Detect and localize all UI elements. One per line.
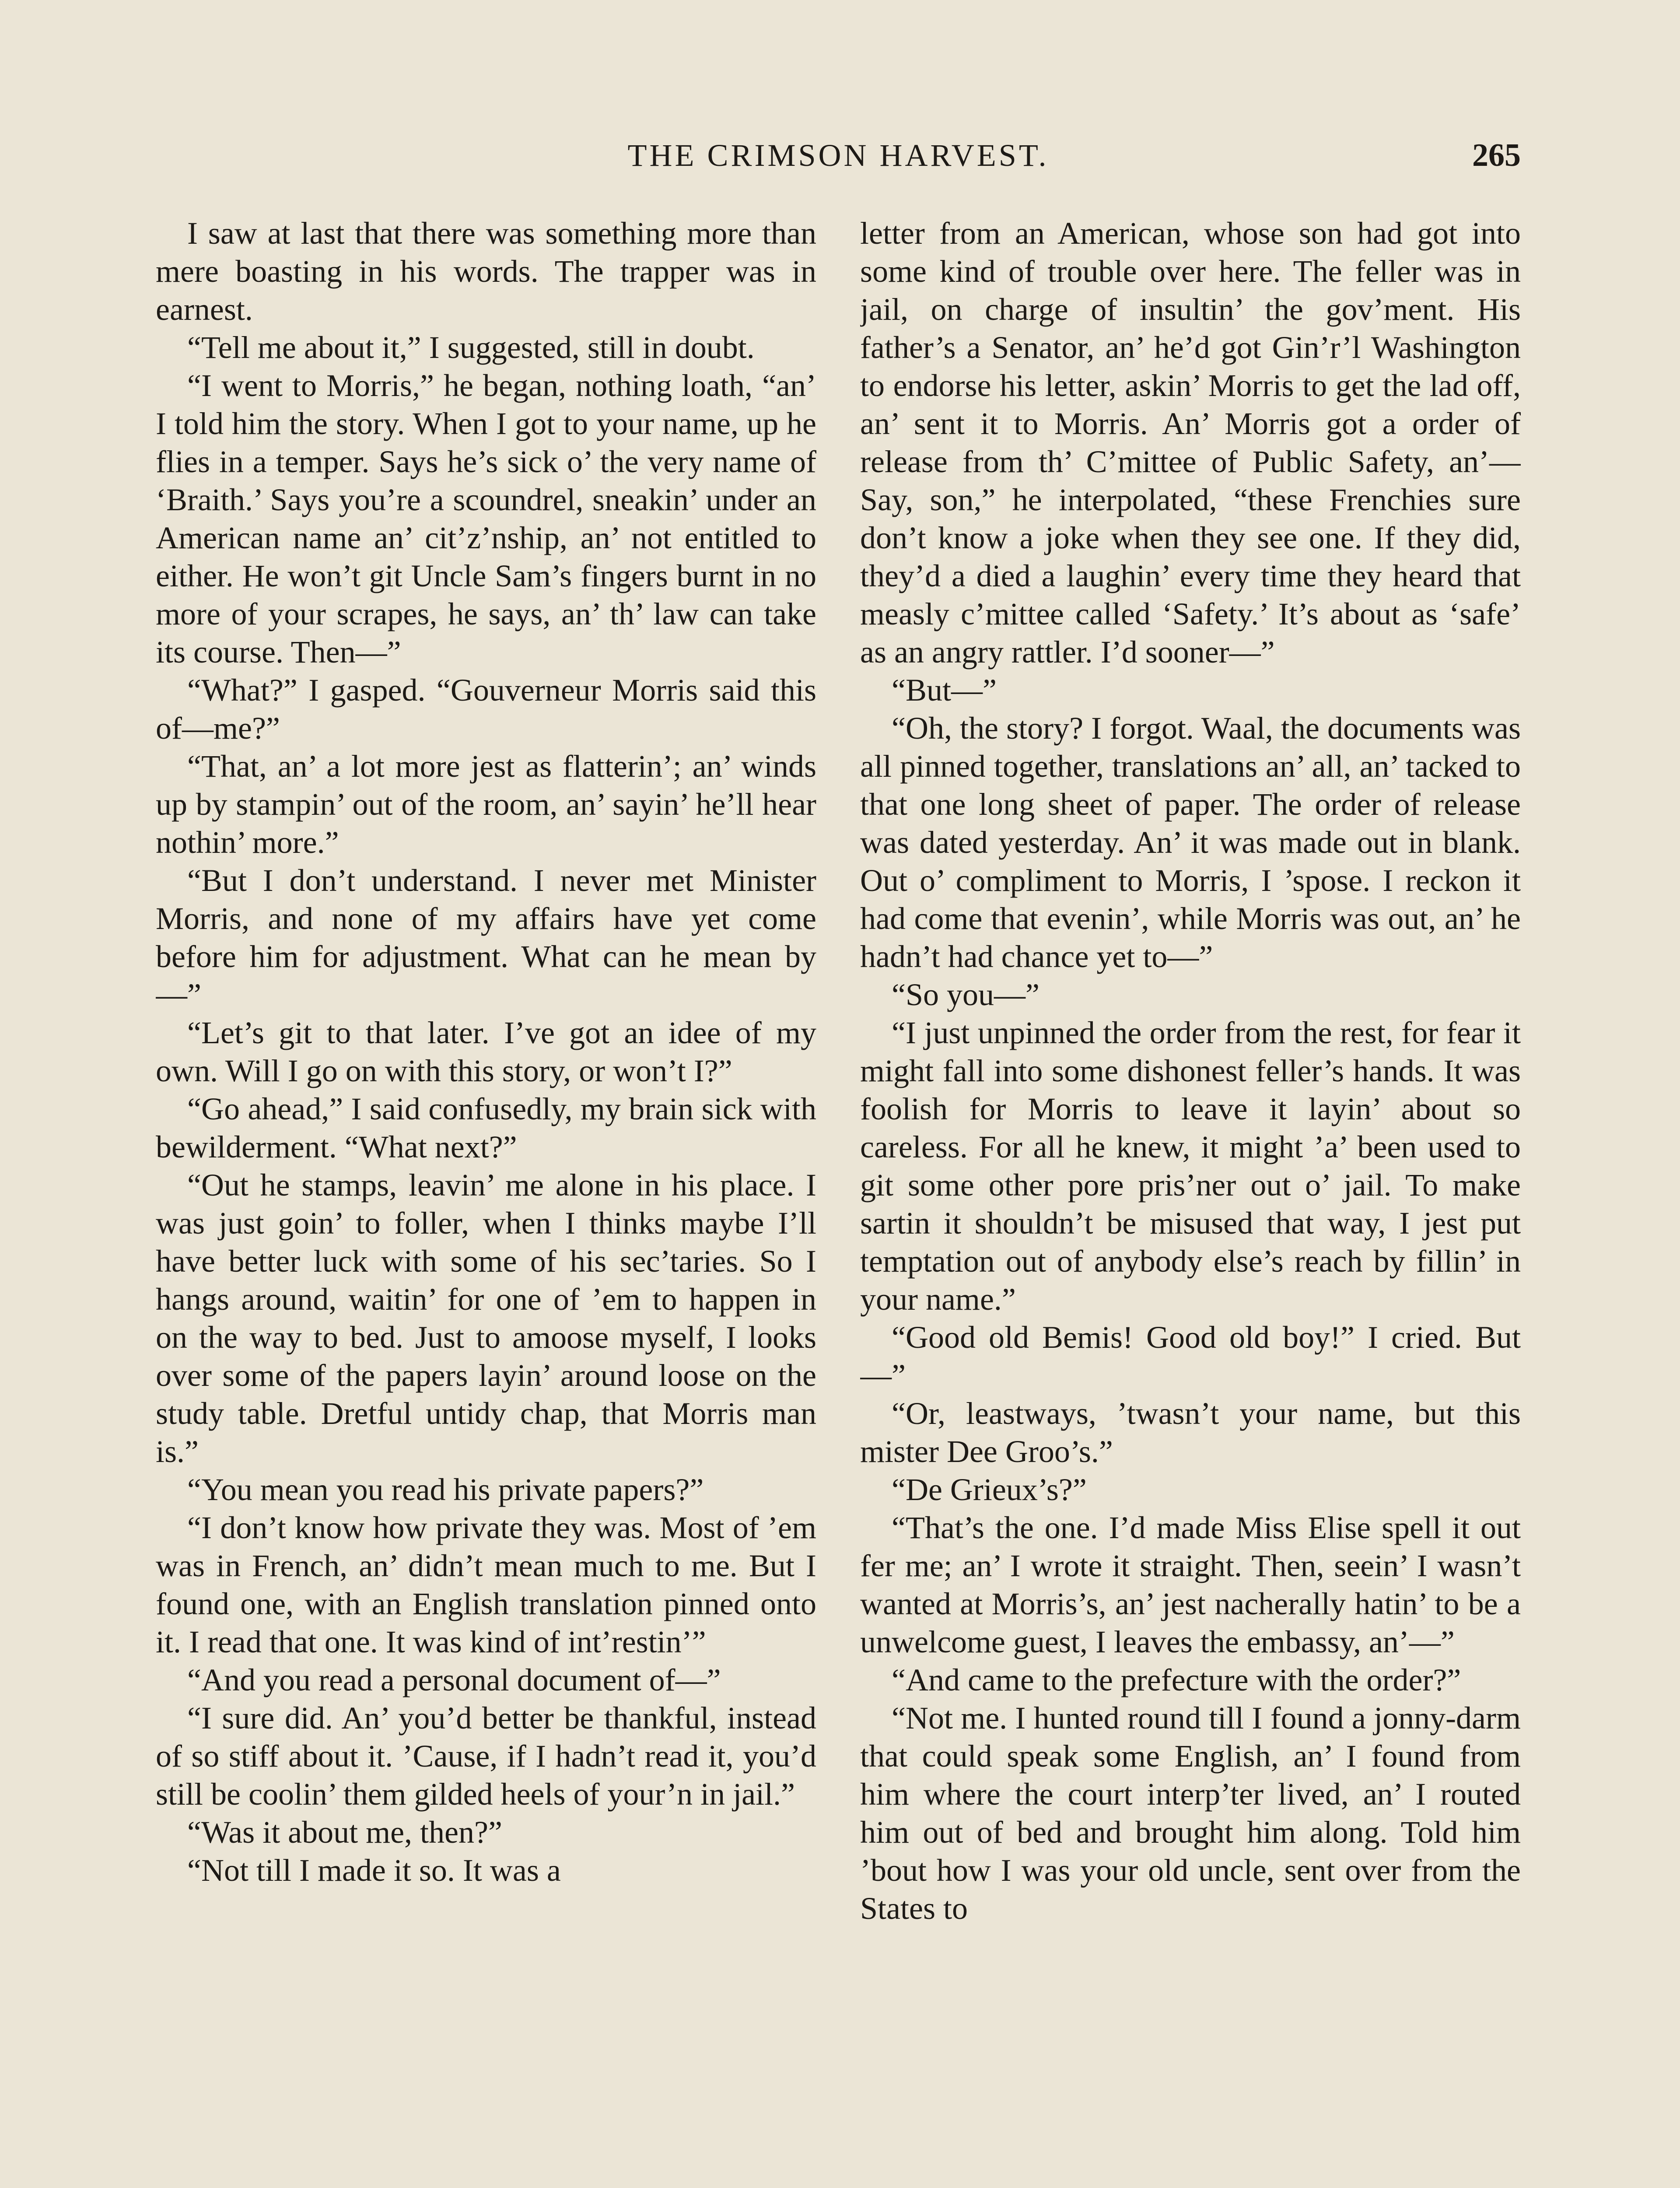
paragraph: “Good old Bemis! Good old boy!” I cried. But—” [860,1320,1521,1393]
paragraph: “I went to Morris,” he began, nothing loath, “an’ I told him the story. When I got to your name, up he flies in a temper. Says he’s sick o’ the very name of ‘Braith.’ Says you’re a scoundrel, sneakin’ under an American name an’ cit’z’nship, an’ not entitled to either. He won’t git Uncle Sam’s fingers burnt in no more of your scrapes, he says, an’ th’ law can take its course. Then—” [156,368,816,670]
paragraph: “That’s the one. I’d made Miss Elise spell it out fer me; an’ I wrote it straight. Then, seein’ I wasn’t wanted at Morris’s, an’ jest nacherally hatin’ to be a unwelcome guest, I leaves the embassy, an’—” [860,1510,1521,1659]
paragraph: “Not me. I hunted round till I found a jonny-darm that could speak some English, an’ I found from him where the court interp’ter lived, an’ I routed him out of bed and brought him along. Told him ’bout how I was your old uncle, sent over from the States to [860,1701,1521,1926]
paragraph: “I just unpinned the order from the rest, for fear it might fall into some dishonest feller’s hands. It was foolish for Morris to leave it layin’ about so careless. For all he knew, it might ’a’ been used to git some other pore pris’ner out o’ jail. To make sartin it shouldn’t be misused that way, I jest put temptation out of anybody else’s reach by fillin’ in your name.” [860,1015,1521,1317]
paragraph: “De Grieux’s?” [892,1472,1087,1507]
paragraph: letter from an American, whose son had got into some kind of trouble over here. The feller was in jail, on charge of insultin’ the gov’ment. His father’s a Senator, an’ he’d got Gin’r’l Washington to endorse his letter, askin’ Morris to get the lad off, an’ sent it to Morris. An’ Morris got a order of release from th’ C’mittee of Public Safety, an’— Say, son,” he interpolated, “these Frenchies sure don’t know a joke when they see one. If they did, they’d a died a laughin’ every time they heard that measly c’mittee called ‘Safety.’ It’s about as ‘safe’ as an angry rattler. I’d sooner—” [860,216,1521,670]
paragraph: “So you—” [892,977,1040,1012]
paragraph: “Was it about me, then?” [187,1815,502,1850]
paragraph: “I don’t know how private they was. Most of ’em was in French, an’ didn’t mean much to me. But I found one, with an English translation pinned onto it. I read that one. It was kind of int’restin’” [156,1510,816,1659]
paragraph: “Tell me about it,” I suggested, still in doubt. [187,330,755,365]
paragraph: “That, an’ a lot more jest as flatterin’; an’ winds up by stampin’ out of the room, an’ sayin’ he’ll hear nothin’ more.” [156,749,816,860]
paragraph: “You mean you read his private papers?” [187,1472,704,1507]
paragraph: “Let’s git to that later. I’ve got an idee of my own. Will I go on with this story, or won’t I?” [156,1015,816,1088]
paragraph: “But I don’t understand. I never met Minister Morris, and none of my affairs have yet come before him for adjustment. What can he mean by—” [156,863,816,1012]
paragraph: I saw at last that there was something more than mere boasting in his words. The trapper was in earnest. [156,216,816,327]
paragraph: “And came to the prefecture with the order?” [892,1662,1461,1697]
paragraph: “I sure did. An’ you’d better be thankful, instead of so stiff about it. ’Cause, if I hadn’t read it, you’d still be coolin’ them gilded heels of your’n in jail.” [156,1701,816,1812]
text-column-left [156,214,816,2188]
paragraph: “But—” [892,673,997,708]
text-column-right [860,214,1521,2188]
paragraph: “And you read a personal document of—” [187,1662,721,1697]
paragraph: “Or, leastways, ’twasn’t your name, but this mister Dee Groo’s.” [860,1396,1521,1469]
paragraph: “Oh, the story? I forgot. Waal, the documents was all pinned together, translations an’ all, an’ tacked to that one long sheet of paper. The order of release was dated yesterday. An’ it was made out in blank. Out o’ compliment to Morris, I ’spose. I reckon it had come that evenin’, while Morris was out, an’ he hadn’t had chance yet to—” [860,711,1521,974]
running-head [156,131,1521,179]
running-title: THE CRIMSON HARVEST. [627,138,1049,173]
paragraph: “Out he stamps, leavin’ me alone in his place. I was just goin’ to foller, when I thinks maybe I’ll have better luck with some of his sec’taries. So I hangs around, waitin’ for one of ’em to happen in on the way to bed. Just to amoose myself, I looks over some of the papers layin’ around loose on the study table. Dretful untidy chap, that Morris man is.” [156,1168,816,1469]
paragraph: “Not till I made it so. It was a [187,1853,561,1888]
paragraph: “What?” I gasped. “Gouverneur Morris said this of—me?” [156,673,816,746]
page-number: 265 [1472,137,1521,173]
paragraph: “Go ahead,” I said confusedly, my brain sick with bewilderment. “What next?” [156,1091,816,1164]
